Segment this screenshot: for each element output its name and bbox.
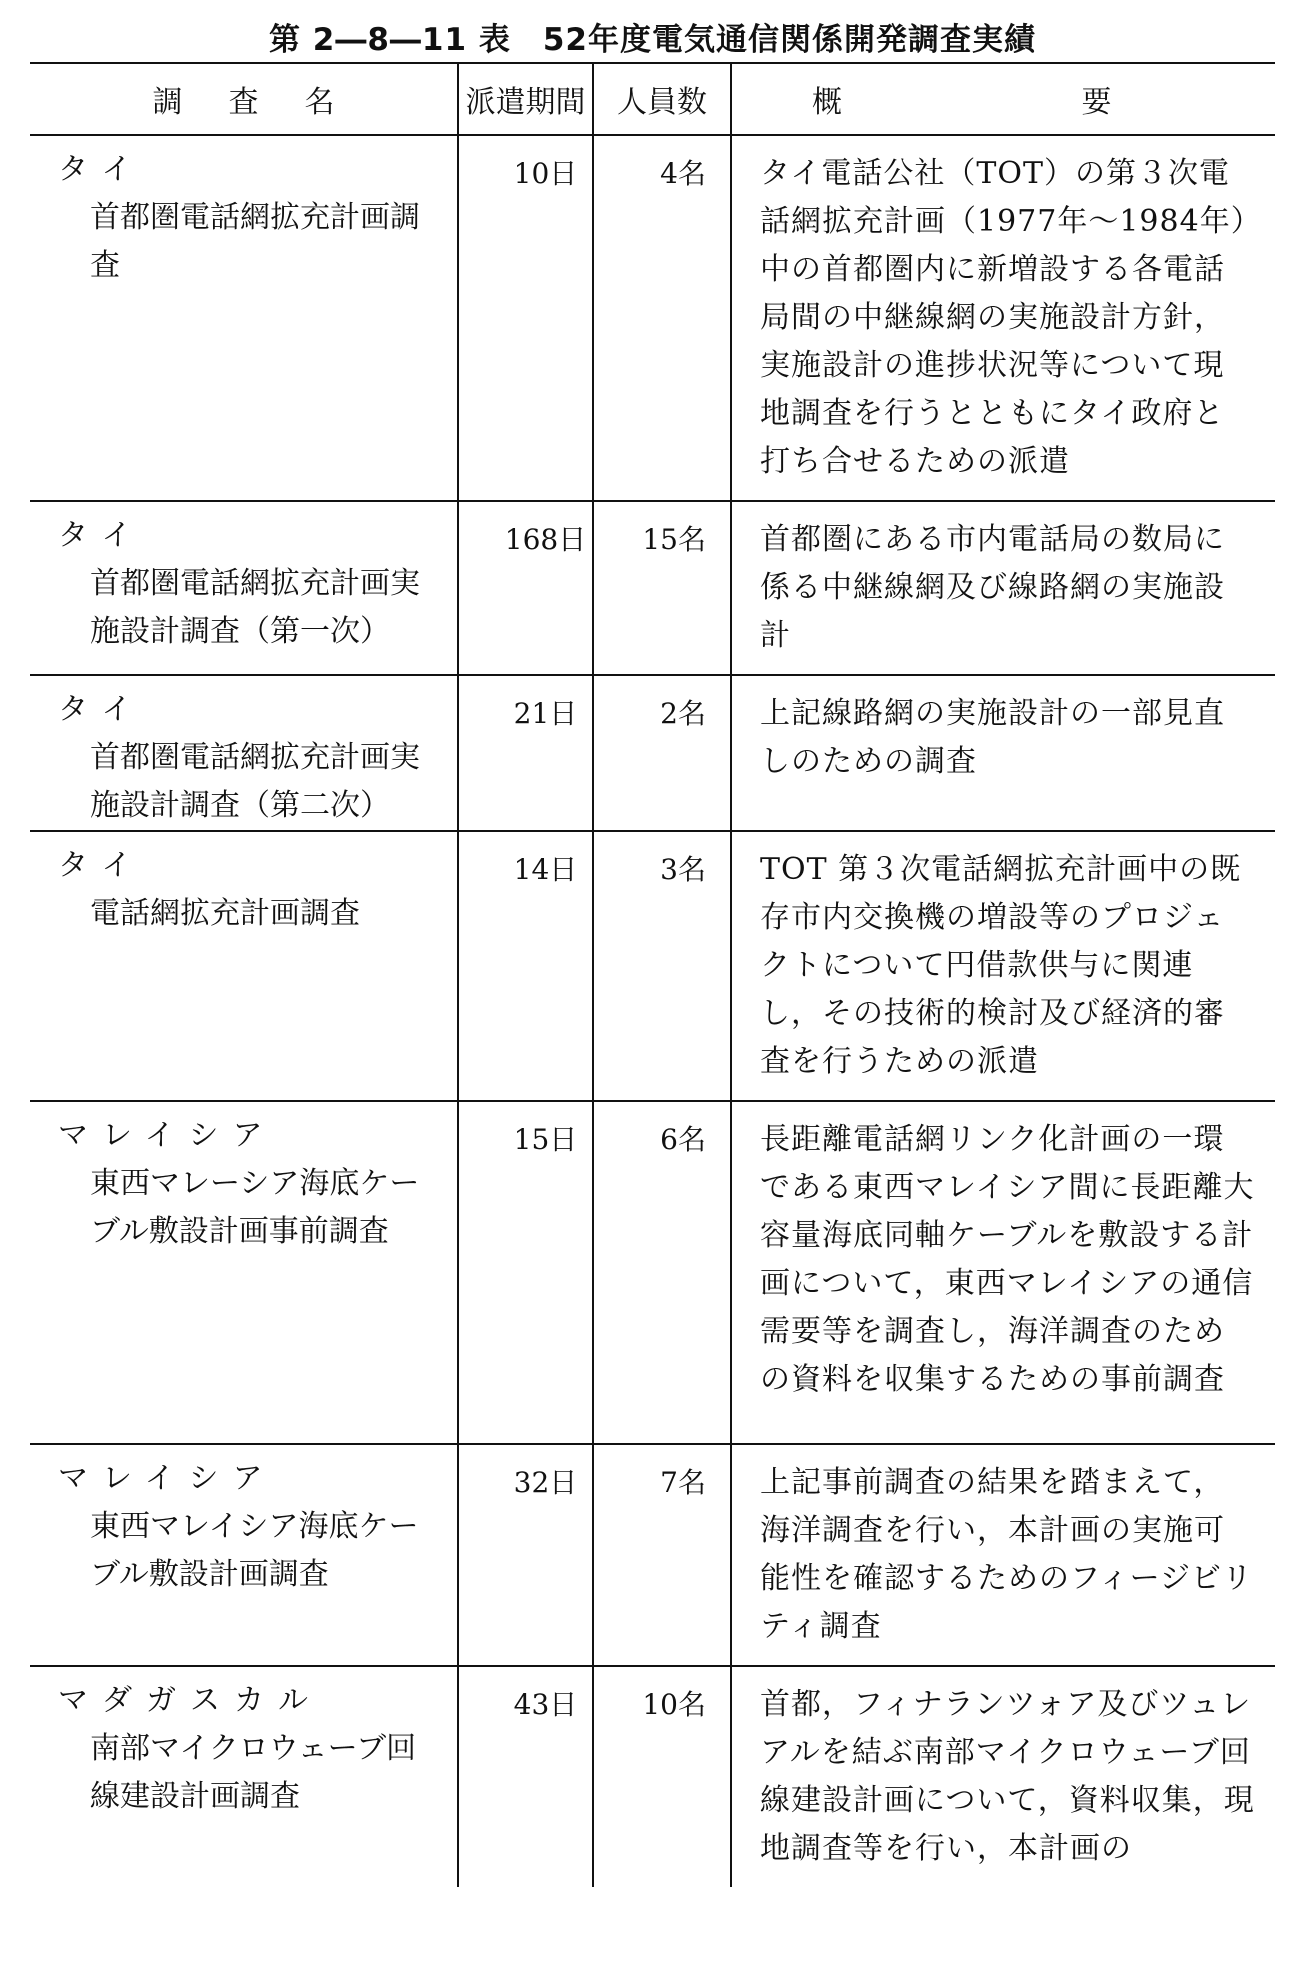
people-cell: 7名: [593, 1444, 731, 1666]
period-cell: 32日: [458, 1444, 593, 1666]
table-row: [30, 135, 1275, 501]
table-title: 第 2―8―11 表 52年度電気通信関係開発調査実績: [268, 22, 1036, 58]
survey-table: [30, 62, 1275, 1887]
header-row: [30, 63, 1275, 135]
header-name: 調査名: [30, 63, 458, 135]
country-label: タイ: [58, 518, 146, 553]
country-label: タイ: [58, 692, 146, 727]
people-cell: 6名: [593, 1101, 731, 1444]
survey-name: 東西マレイシア海底ケーブル敷設計画調査: [90, 1509, 419, 1592]
header-summary-right: 要: [1081, 85, 1112, 120]
period-cell: 168日: [458, 501, 593, 675]
period-cell: 21日: [458, 675, 593, 831]
country-label: マレイシア: [58, 1461, 277, 1496]
table-row: [30, 501, 1275, 675]
period-cell: 10日: [458, 135, 593, 501]
summary-cell: 上記線路網の実施設計の一部見直しのための調査: [731, 675, 1275, 831]
summary-cell: タイ電話公社（TOT）の第３次電話網拡充計画（1977年〜1984年）中の首都圏内に新増設する各電話局間の中継線網の実施設計方針，実施設計の進捗状況等について現地調査を行うとともにタイ政府と打ち合せるための派遣: [731, 135, 1275, 501]
summary-cell: 上記事前調査の結果を踏まえて，海洋調査を行い，本計画の実施可能性を確認するためのフィージビリティ調査: [731, 1444, 1275, 1666]
survey-name: 首都圏電話網拡充計画調査: [90, 200, 420, 283]
table-row: [30, 675, 1275, 831]
country-label: マレイシア: [58, 1118, 277, 1153]
country-label: マダガスカル: [58, 1683, 322, 1718]
summary-cell: 首都，フィナランツォア及びツュレアルを結ぶ南部マイクロウェーブ回線建設計画について，資料収集，現地調査等を行い，本計画の: [731, 1666, 1275, 1887]
people-cell: 4名: [593, 135, 731, 501]
table-row: [30, 1101, 1275, 1444]
table-row: [30, 831, 1275, 1101]
table-row: [30, 1666, 1275, 1887]
people-cell: 10名: [593, 1666, 731, 1887]
name-cell: [30, 831, 458, 1101]
name-cell: [30, 1666, 458, 1887]
summary-cell: 首都圏にある市内電話局の数局に係る中継線網及び線路網の実施設計: [731, 501, 1275, 675]
period-cell: 43日: [458, 1666, 593, 1887]
header-period: 派遣期間: [458, 63, 593, 135]
survey-name: 首都圏電話網拡充計画実施設計調査（第二次）: [90, 740, 420, 823]
name-cell: [30, 675, 458, 831]
people-cell: 2名: [593, 675, 731, 831]
country-label: タイ: [58, 848, 146, 883]
survey-name: 首都圏電話網拡充計画実施設計調査（第一次）: [90, 566, 420, 649]
period-cell: 15日: [458, 1101, 593, 1444]
country-label: タイ: [58, 152, 146, 187]
people-cell: 3名: [593, 831, 731, 1101]
name-cell: [30, 135, 458, 501]
summary-cell: 長距離電話網リンク化計画の一環である東西マレイシア間に長距離大容量海底同軸ケーブルを敷設する計画について，東西マレイシアの通信需要等を調査し，海洋調査のための資料を収集するための事前調査: [731, 1101, 1275, 1444]
survey-name: 電話網拡充計画調査: [90, 896, 360, 931]
header-people: 人員数: [593, 63, 731, 135]
name-cell: [30, 501, 458, 675]
header-summary: [731, 63, 1275, 135]
header-summary-left: 概: [812, 85, 842, 120]
survey-name: 南部マイクロウェーブ回線建設計画調査: [90, 1731, 417, 1814]
people-cell: 15名: [593, 501, 731, 675]
period-cell: 14日: [458, 831, 593, 1101]
name-cell: [30, 1444, 458, 1666]
summary-cell: TOT 第３次電話網拡充計画中の既存市内交換機の増設等のプロジェクトについて円借款供与に関連し，その技術的検討及び経済的審査を行うための派遣: [731, 831, 1275, 1101]
survey-name: 東西マレーシア海底ケーブル敷設計画事前調査: [90, 1166, 420, 1249]
table-row: [30, 1444, 1275, 1666]
name-cell: [30, 1101, 458, 1444]
